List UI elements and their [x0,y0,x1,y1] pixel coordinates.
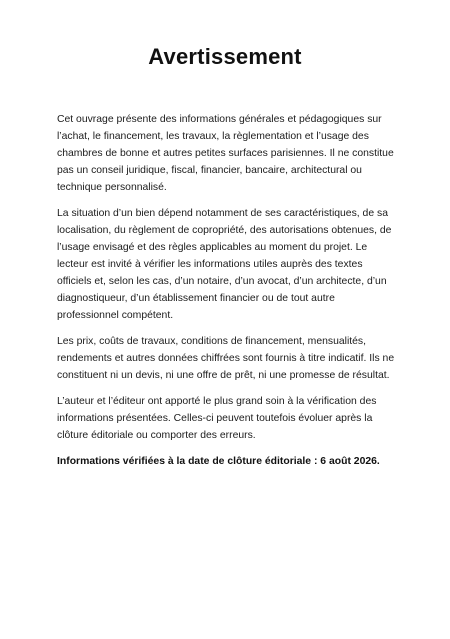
paragraph-verification: L’auteur et l’éditeur ont apporté le plus grand soin à la vérification des informations présentées. Celles-ci peuvent toutefois évoluer après la clôture éditoriale ou comporter des erreurs. [57,396,377,441]
page-title: Avertissement [148,44,302,69]
paragraph-property-situation: La situation d’un bien dépend notamment de ses caractéristiques, de sa localisation, du règlement de copropriété, des autorisations obtenues, de l’usage envisagé et des règles applicables au moment du projet. Le lecteur est invité à vérifier les informations utiles auprès des textes officiels et, selon les cas, d’un notaire, d’un avocat, d’un architecte, d’un diagnostiqueur, d’un établissement financier ou de tout autre professionnel compétent. [57,208,392,321]
paragraph-figures-disclaimer: Les prix, coûts de travaux, conditions de financement, mensualités, rendements et autres données chiffrées sont fournis à titre indicatif. Ils ne constituent ni un devis, ni une offre de prêt, ni une promesse de résultat. [57,336,395,381]
paragraph-scope: Cet ouvrage présente des informations générales et pédagogiques sur l’achat, le financement, les travaux, la règlementation et l’usage des chambres de bonne et autres petites surfaces parisiennes. Il ne constitue pas un conseil juridique, fiscal, financier, bancaire, architectural ou technique personnalisé. [57,114,394,193]
closing-date-statement: Informations vérifiées à la date de clôture éditoriale : 6 août 2026. [57,456,380,467]
document-body [57,111,399,479]
